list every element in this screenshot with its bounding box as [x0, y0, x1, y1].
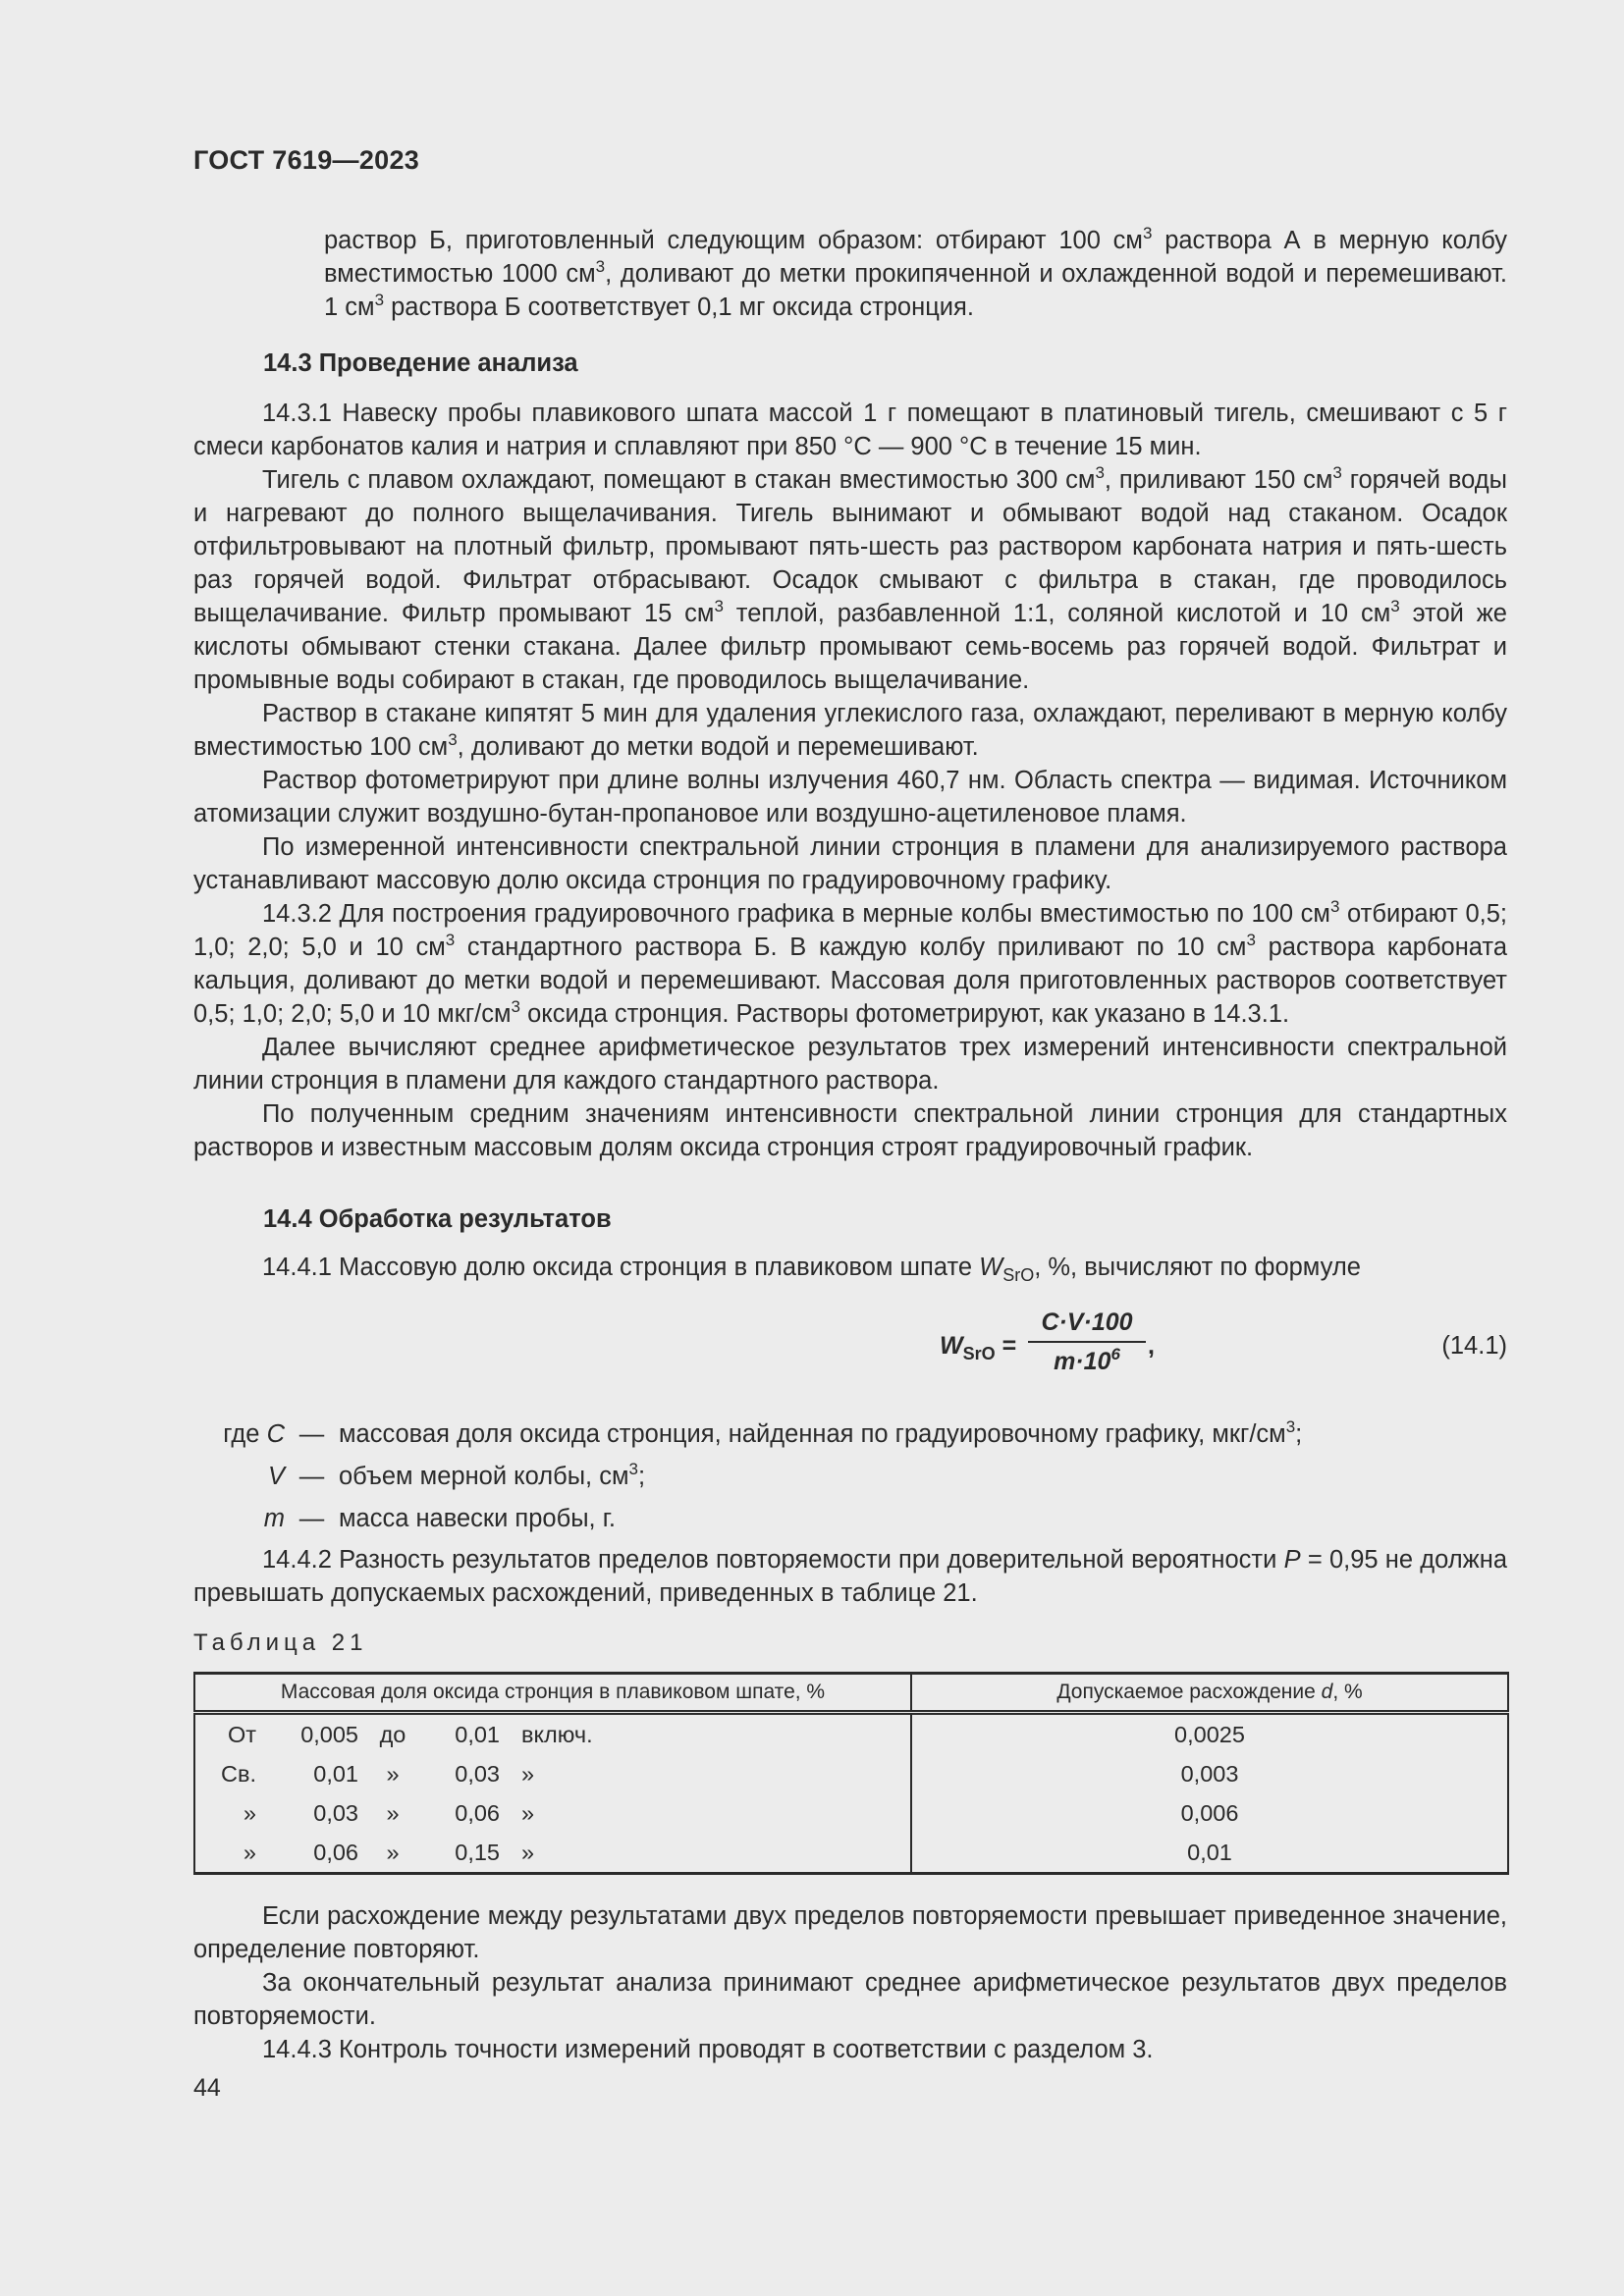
text-run: 14.4.2 Разность результатов пределов повторяемости при доверительной вероятности: [262, 1546, 1284, 1574]
text-run: раствора А в мерную колбу вместимостью 1000 см: [324, 227, 1507, 288]
text-run: объем мерной колбы, см: [339, 1463, 629, 1490]
range-to: 0,15: [455, 1839, 500, 1865]
variable-d: d: [1321, 1681, 1333, 1703]
text-run: , доливают до метки водой и перемешивают.: [457, 733, 979, 761]
range-suffix: »: [521, 1760, 535, 1787]
section-14-4-intro: [193, 1251, 1507, 1284]
formula-legend: [206, 1414, 1302, 1540]
range-to-word: »: [386, 1760, 400, 1787]
legend-symbol: [206, 1456, 285, 1498]
formula-numerator: C·V·100: [1041, 1308, 1133, 1336]
range-prefix: Св.: [221, 1760, 256, 1787]
text-run: этой же кислоты обмывают стенки стакана. Далее фильтр промывают семь-восемь раз горячей водой. Фильтрат и промывные воды собирают в стакан, где проводилось выщелачивание.: [193, 600, 1507, 694]
variable-p: P: [1283, 1546, 1301, 1574]
tolerance-cell: 0,006: [911, 1793, 1508, 1833]
section-title-14-3: 14.3 Проведение анализа: [263, 349, 578, 377]
equation-number: (14.1): [1441, 1332, 1507, 1360]
range-to: 0,06: [455, 1799, 500, 1826]
table-row: [194, 1754, 1508, 1793]
legend-variable: C: [266, 1420, 285, 1448]
superscript: 3: [1246, 931, 1256, 949]
legend-description: [339, 1456, 645, 1498]
table-row: [194, 1713, 1508, 1755]
text-run: масса навески пробы, г.: [339, 1505, 616, 1532]
formula-lhs: [940, 1332, 1016, 1361]
text-run: раствора Б соответствует 0,1 мг оксида стронция.: [384, 294, 974, 321]
legend-description: [339, 1498, 616, 1540]
text-run: Тигель с плавом охлаждают, помещают в стакан вместимостью 300 см: [262, 466, 1096, 494]
formula-14-1: [193, 1306, 1507, 1384]
paragraph: За окончательный результат анализа принимают среднее арифметическое результатов двух пределов повторяемости.: [193, 1969, 1507, 2030]
formula-variable: W: [940, 1332, 963, 1360]
text-run: , приливают 150 см: [1104, 466, 1333, 494]
paragraph: 14.3.1 Навеску пробы плавикового шпата массой 1 г помещают в платиновый тигель, смешивают с 5 г смеси карбонатов калия и натрия и сплавляют при 850 °C — 900 °C в течение 15 мин.: [193, 400, 1507, 460]
range-to-word: до: [379, 1721, 406, 1747]
variable-w: W: [979, 1254, 1003, 1281]
range-prefix: От: [227, 1721, 256, 1747]
closing-paragraphs: [193, 1899, 1507, 2066]
formula-equals: =: [995, 1332, 1017, 1360]
paragraph: По измеренной интенсивности спектральной линии стронция в пламени для анализируемого раствора устанавливают массовую долю оксида стронция по градуировочному графику.: [193, 833, 1507, 894]
section-14-3-body: [193, 397, 1507, 1164]
superscript: 3: [1095, 463, 1105, 482]
superscript: 3: [595, 257, 606, 276]
range-cell: [194, 1793, 911, 1833]
legend-dash: —: [298, 1420, 325, 1448]
superscript: 3: [1142, 224, 1153, 242]
paragraph: 14.4.3 Контроль точности измерений проводят в соответствии с разделом 3.: [262, 2036, 1154, 2063]
text-run: , %: [1332, 1681, 1363, 1703]
formula-subscript: SrO: [962, 1344, 996, 1363]
tolerance-cell: 0,0025: [911, 1713, 1508, 1755]
text-run: 14.3.2 Для построения градуировочного графика в мерные колбы вместимостью по 100 см: [262, 900, 1330, 928]
superscript: 3: [374, 291, 385, 309]
text-run: горячей воды и нагревают до полного выщелачивания. Тигель вынимают и обмывают водой над стаканом. Осадок отфильтровывают на плотный фильтр, промывают пять-шесть раз раствором карбоната натрия и пять-шесть раз горячей водой. Фильтрат отбрасывают. Осадок смывают с фильтра в стакан, где проводилось выщелачивание. Фильтр промывают 15 см: [193, 466, 1507, 627]
superscript: 3: [445, 931, 456, 949]
legend-symbol: [206, 1498, 285, 1540]
intro-paragraph: [324, 224, 1507, 324]
range-cell: [194, 1833, 911, 1874]
range-to: 0,01: [455, 1721, 500, 1747]
superscript: 3: [1332, 463, 1342, 482]
text-run: Раствор в стакане кипятят 5 мин для удаления углекислого газа, охлаждают, переливают в мерную колбу вместимостью 100 см: [193, 700, 1507, 761]
table-row: [194, 1793, 1508, 1833]
text-run: 14.4.1 Массовую долю оксида стронция в плавиковом шпате: [262, 1254, 980, 1281]
legend-prefix: где: [223, 1420, 260, 1448]
range-from: 0,06: [313, 1839, 358, 1865]
tolerance-cell: 0,01: [911, 1833, 1508, 1874]
text-run: , %, вычисляют по формуле: [1034, 1254, 1361, 1281]
text-run: ;: [1295, 1420, 1303, 1448]
paragraph: Далее вычисляют среднее арифметическое результатов трех измерений интенсивности спектральной линии стронция в пламени для каждого стандартного раствора.: [193, 1034, 1507, 1095]
legend-row: [206, 1414, 1302, 1456]
range-from: 0,005: [300, 1721, 358, 1747]
legend-description: [339, 1414, 1302, 1456]
text-run: = 0,95 не должна превышать допускаемых расхождений, приведенных в таблице 21.: [193, 1546, 1508, 1607]
denominator-exponent: 6: [1110, 1345, 1120, 1363]
paragraph: Раствор фотометрируют при длине волны излучения 460,7 нм. Область спектра — видимая. Источником атомизации служит воздушно-бутан-пропановое или воздушно-ацетиленовое пламя.: [193, 767, 1507, 828]
superscript: 3: [1329, 897, 1340, 916]
paragraph: [193, 1543, 1507, 1610]
range-cell: [194, 1713, 911, 1755]
paragraph: Если расхождение между результатами двух пределов повторяемости превышает приведенное значение, определение повторяют.: [193, 1902, 1507, 1963]
fraction-bar: [1028, 1341, 1146, 1343]
range-prefix: »: [243, 1839, 256, 1865]
range-suffix: »: [521, 1799, 535, 1826]
table-caption: Таблица 21: [193, 1629, 368, 1656]
table-header-row: [194, 1674, 1508, 1713]
denominator-base: m·10: [1054, 1348, 1111, 1375]
legend-dash: —: [298, 1463, 325, 1490]
legend-variable: m: [263, 1505, 285, 1532]
text-run: оксида стронция. Растворы фотометрируют, как указано в 14.3.1.: [520, 1000, 1290, 1028]
subscript: SrO: [1002, 1265, 1035, 1286]
paragraph: [193, 463, 1507, 697]
formula-comma: ,: [1148, 1332, 1155, 1360]
formula-fraction: [1028, 1306, 1146, 1378]
range-suffix: включ.: [521, 1721, 593, 1747]
text-run: отбирают 0,5; 1,0; 2,0; 5,0 и 10 см: [193, 900, 1507, 961]
range-to: 0,03: [455, 1760, 500, 1787]
text-run: массовая доля оксида стронция, найденная по градуировочному графику, мкг/см: [339, 1420, 1286, 1448]
paragraph: [193, 897, 1507, 1031]
text-run: стандартного раствора Б. В каждую колбу приливают по 10 см: [455, 934, 1247, 961]
superscript: 3: [448, 730, 458, 749]
paragraph: По полученным средним значениям интенсивности спектральной линии стронция для стандартных растворов и известным массовым долям оксида стронция строят градуировочный график.: [193, 1100, 1507, 1161]
legend-row: [206, 1498, 1302, 1540]
paragraph: [193, 1251, 1507, 1284]
paragraph: [324, 224, 1507, 324]
text-run: ;: [637, 1463, 646, 1490]
range-from: 0,03: [313, 1799, 358, 1826]
superscript: 3: [1390, 597, 1400, 615]
superscript: 3: [714, 597, 724, 615]
range-cell: [194, 1754, 911, 1793]
range-suffix: »: [521, 1839, 535, 1865]
text-run: теплой, разбавленной 1:1, соляной кислотой и 10 см: [723, 600, 1391, 627]
text-run: , доливают до метки прокипяченной и охлажденной водой и перемешивают. 1 см: [324, 260, 1507, 321]
table-row: [194, 1833, 1508, 1874]
range-to-word: »: [386, 1839, 400, 1865]
legend-row: [206, 1456, 1302, 1498]
legend-dash: —: [298, 1505, 325, 1532]
column-header: Массовая доля оксида стронция в плавиковом шпате, %: [194, 1674, 911, 1713]
column-header: [911, 1674, 1508, 1713]
superscript: 3: [511, 997, 520, 1016]
page-number: 44: [193, 2074, 221, 2102]
range-prefix: »: [243, 1799, 256, 1826]
range-from: 0,01: [313, 1760, 358, 1787]
superscript: 3: [628, 1460, 638, 1478]
legend-symbol: [206, 1414, 285, 1456]
table-21: [193, 1672, 1509, 1875]
legend-variable: V: [267, 1463, 285, 1490]
text-run: Допускаемое расхождение: [1056, 1681, 1322, 1703]
document-code-header: ГОСТ 7619—2023: [193, 145, 420, 175]
section-14-4-2: [193, 1543, 1507, 1610]
text-run: раствора карбоната кальция, доливают до метки водой и перемешивают. Массовая доля приготовленных растворов соответствует 0,5; 1,0; 2,0; 5,0 и 10 мкг/см: [193, 934, 1508, 1028]
range-to-word: »: [386, 1799, 400, 1826]
superscript: 3: [1285, 1417, 1296, 1436]
text-run: раствор Б, приготовленный следующим образом: отбирают 100 см: [324, 227, 1143, 254]
formula-denominator: [1028, 1345, 1146, 1378]
paragraph: [193, 697, 1507, 764]
tolerance-cell: 0,003: [911, 1754, 1508, 1793]
section-title-14-4: 14.4 Обработка результатов: [263, 1205, 612, 1233]
